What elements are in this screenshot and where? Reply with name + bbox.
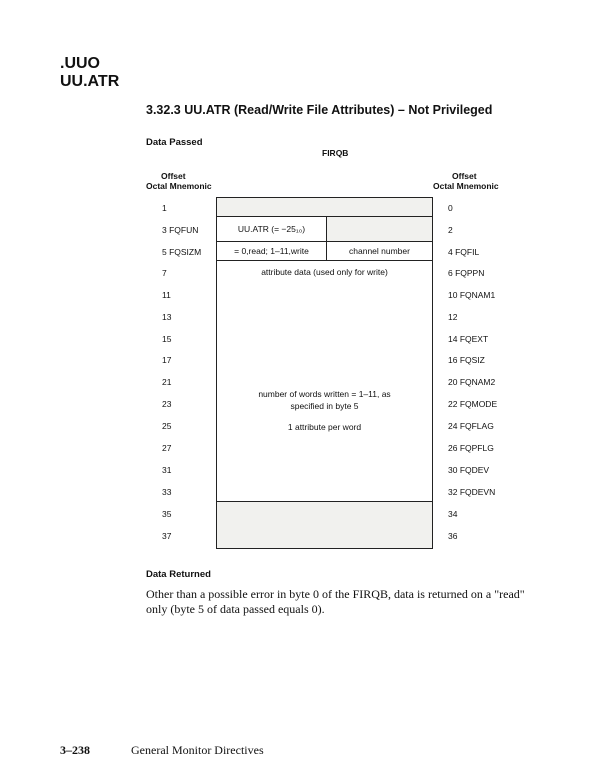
words-text-2: specified in byte 5 — [290, 401, 359, 411]
left-offset-label: 33 — [162, 487, 172, 497]
left-offset-label: 23 — [162, 399, 172, 409]
left-offset-label: 5 FQSIZM — [162, 247, 202, 257]
footer-title: General Monitor Directives — [131, 743, 264, 757]
right-offset-label: 36 — [448, 531, 458, 541]
right-offset-label: 0 — [448, 203, 453, 213]
words-text-1: number of words written = 1–11, as — [258, 389, 391, 399]
page-number: 3–238 — [60, 743, 90, 757]
left-offset-label: 13 — [162, 312, 172, 322]
left-offset-label: 27 — [162, 443, 172, 453]
right-offset-label: 24 FQFLAG — [448, 421, 494, 431]
cell-unused-tail — [216, 501, 433, 549]
fqfun-text: UU.ATR (= −25₁₀) — [237, 224, 306, 234]
left-header-offset: Offset — [161, 171, 186, 181]
left-offset-label: 35 — [162, 509, 172, 519]
right-offset-label: 26 FQPFLG — [448, 443, 494, 453]
cell-fqfun — [216, 216, 327, 242]
fqsizm-text: = 0,read; 1–11,write — [234, 246, 309, 256]
header-uuatr: UU.ATR — [60, 73, 120, 90]
right-offset-label: 32 FQDEVN — [448, 487, 496, 497]
cell-fqfil — [326, 241, 433, 261]
right-offset-label: 14 FQEXT — [448, 334, 489, 344]
data-returned-text: Other than a possible error in byte 0 of the FIRQB, data is returned on a "read" only (byte 5 of data passed equals 0). — [146, 587, 525, 616]
right-offset-label: 34 — [448, 509, 458, 519]
left-offset-label: 3 FQFUN — [162, 225, 199, 235]
right-offset-label: 10 FQNAM1 — [448, 290, 496, 300]
word-0-reserved — [216, 197, 433, 217]
left-header-mnemonic: Octal Mnemonic — [146, 181, 212, 191]
left-offset-label: 17 — [162, 355, 172, 365]
left-offset-label: 25 — [162, 421, 172, 431]
cell-byte-2-reserved — [326, 216, 433, 242]
left-offset-label: 37 — [162, 531, 172, 541]
diagram-title: FIRQB — [322, 148, 349, 158]
right-offset-label: 16 FQSIZ — [448, 355, 485, 365]
cell-attribute-data — [216, 260, 433, 502]
fqfil-text: channel number — [349, 246, 410, 256]
right-header-offset: Offset — [452, 171, 477, 181]
left-offset-label: 11 — [162, 290, 171, 300]
right-header-mnemonic: Octal Mnemonic — [433, 181, 499, 191]
left-offset-label: 15 — [162, 334, 172, 344]
left-offset-label: 7 — [162, 268, 167, 278]
data-returned-heading: Data Returned — [146, 569, 211, 580]
right-offset-label: 12 — [448, 312, 458, 322]
left-offset-label: 31 — [162, 465, 172, 475]
right-offset-label: 6 FQPPN — [448, 268, 485, 278]
left-offset-label: 21 — [162, 377, 172, 387]
right-offset-label: 30 FQDEV — [448, 465, 490, 475]
attr-text: attribute data (used only for write) — [261, 267, 388, 277]
right-offset-label: 4 FQFIL — [448, 247, 480, 257]
section-title: 3.32.3 UU.ATR (Read/Write File Attributes) – Not Privileged — [146, 103, 493, 117]
per-word-text: 1 attribute per word — [287, 422, 362, 432]
left-offset-label: 1 — [162, 203, 167, 213]
right-offset-label: 22 FQMODE — [448, 399, 498, 409]
data-passed-heading: Data Passed — [146, 137, 203, 148]
cell-fqsizm — [216, 241, 327, 261]
right-offset-label: 2 — [448, 225, 453, 235]
right-offset-label: 20 FQNAM2 — [448, 377, 496, 387]
header-uuo: .UUO — [60, 55, 100, 72]
